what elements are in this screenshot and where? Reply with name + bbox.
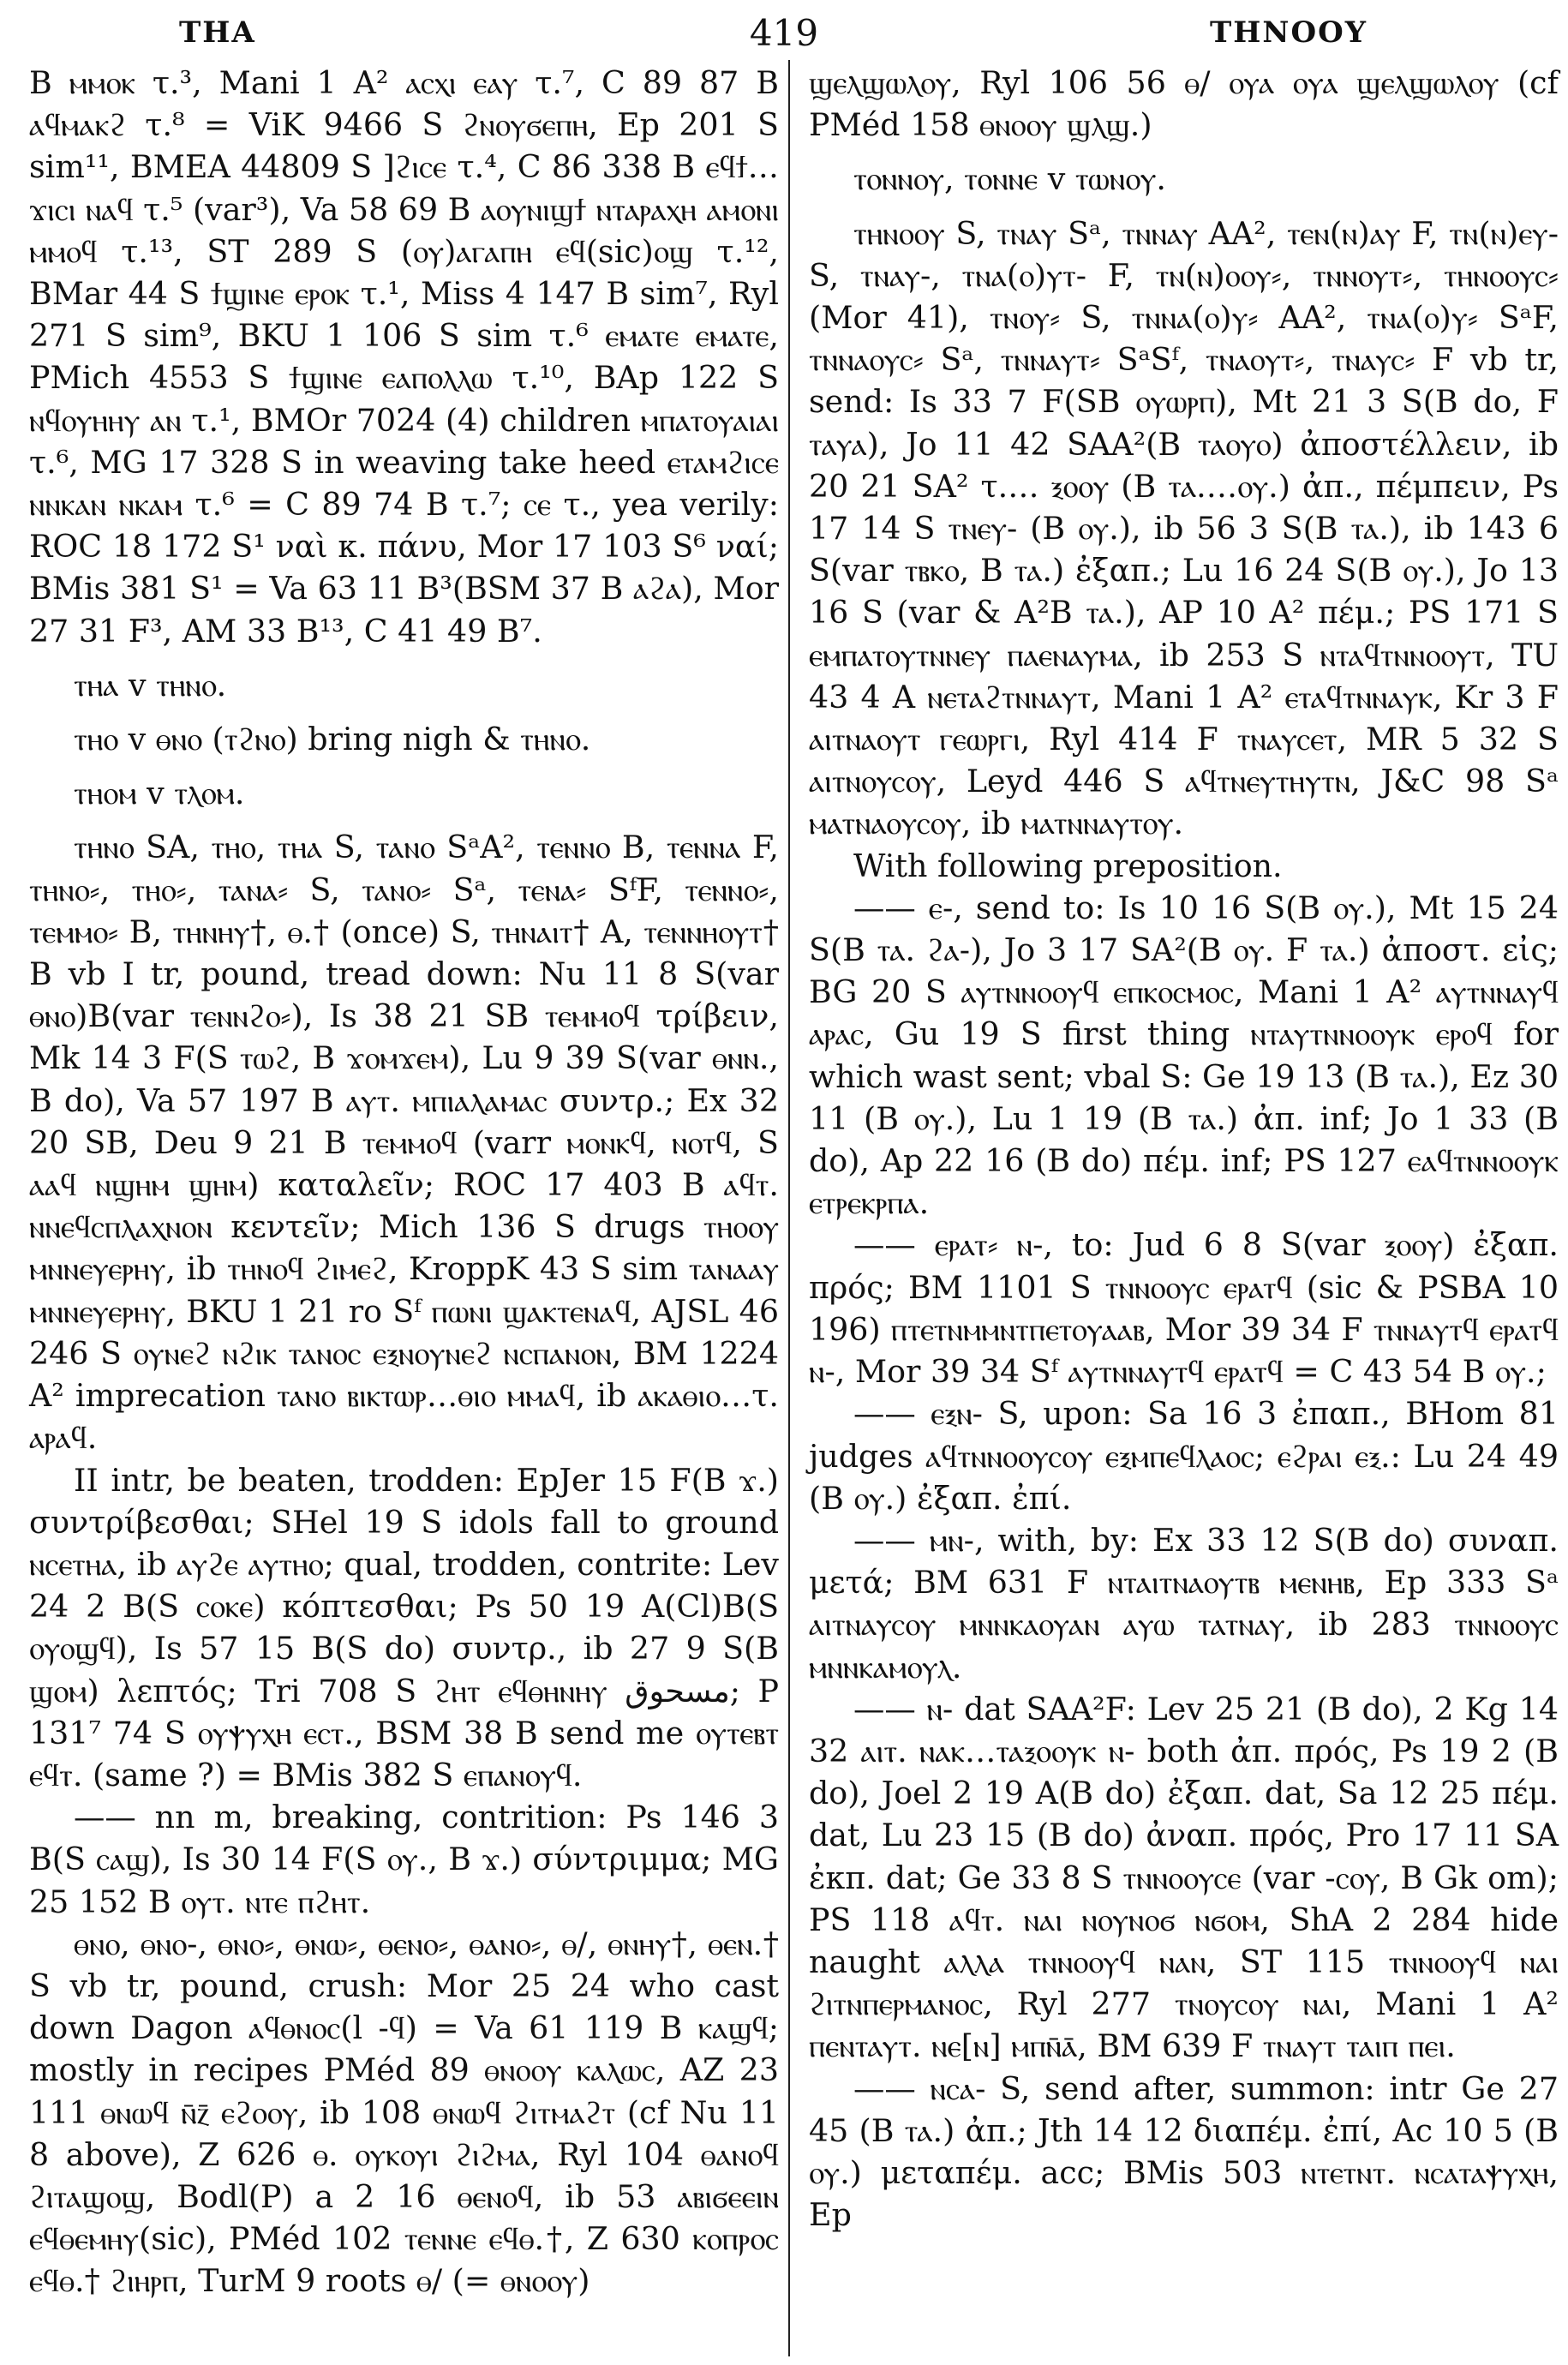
subentry-e: —— ⲉ-, send to: Is 10 16 S(B ⲟⲩ.), Mt 15 24 S(B ⲧⲁ. ϩⲁ-), Jo 3 17 SA²(B ⲟⲩ. F ⲧⲁ.) ἀποστ. εἰς; BG 20 S ⲁⲩⲧⲛⲛⲟⲟⲩϥ ⲉⲡⲕⲟⲥⲙⲟⲥ, Mani 1 A² ⲁⲩⲧⲛⲛⲁⲩϥ ⲁⲣⲁⲥ, Gu 19 S first thing ⲛⲧⲁⲩⲧⲛⲛⲟⲟⲩⲕ ⲉⲣⲟϥ for which wast sent; vbal S: Ge 19 13 (B ⲧⲁ.), Ez 30 11 (B ⲟⲩ.), Lu 1 19 (B ⲧⲁ.) ἀπ. inf; Jo 1 33 (B do), Ap 22 16 (B do) πέμ. inf; PS 127 ⲉⲁϥⲧⲛⲛⲟⲟⲩⲕ ⲉⲧⲣⲉⲕⲣⲡⲁ.: [809, 889, 1559, 1222]
subentry-n-dat: —— ⲛ- dat SAA²F: Lev 25 21 (B do), 2 Kg 14 32 ⲁⲓⲧ. ⲛⲁⲕ…ⲧⲁⲝⲟⲟⲩⲕ ⲛ- both ἀπ. πρός, Ps 19 2 (B do), Joel 2 19 A(B do) ἐξαπ. dat, Sa 12 25 πέμ. dat, Lu 23 15 (B do) ἀναπ. πρός, Pro 17 11 SA ἐκπ. dat; Ge 33 8 S ⲧⲛⲛⲟⲟⲩⲥⲉ (var -ⲥⲟⲩ, B Gk om); PS 118 ⲁϥⲧ. ⲛⲁⲓ ⲛⲟⲩⲛⲟϭ ⲛϭⲟⲙ, ShA 2 284 hide naught ⲁⲗⲗⲁ ⲧⲛⲛⲟⲟⲩϥ ⲛⲁⲛ, ST 115 ⲧⲛⲛⲟⲟⲩϥ ⲛⲁⲓ ϩⲓⲧⲛⲡⲉⲣⲙⲁⲛⲟⲥ, Ryl 277 ⲧⲛⲟⲩⲥⲟⲩ ⲛⲁⲓ, Mani 1 A² ⲡⲉⲛⲧⲁⲩⲧ. ⲛⲉ[ⲛ] ⲙⲡⲛ̄ⲁ̄, BM 639 F ⲧⲛⲁⲩⲧ ⲧⲁⲓⲡ ⲡⲉⲓ.: [809, 1690, 1559, 2065]
entry-tnnooy: ⲧⲏⲛⲟⲟⲩ S, ⲧⲛⲁⲩ Sᵃ, ⲧⲛⲛⲁⲩ AA², ⲧⲉⲛ(ⲛ)ⲁⲩ F, ⲧⲛ(ⲛ)ⲉⲩ- S, ⲧⲛⲁⲩ-, ⲧⲛⲁ(ⲟ)ⲩⲧ- F, ⲧⲛ(ⲛ)ⲟⲟⲩ⸗, ⲧⲛⲛⲟⲩⲧ⸗, ⲧⲏⲛⲟⲟⲩⲥ⸗ (Mor 41), ⲧⲛⲟⲩ⸗ S, ⲧⲛⲛⲁ(ⲟ)ⲩ⸗ AA², ⲧⲛⲁ(ⲟ)ⲩ⸗ SᵃF, ⲧⲛⲛⲁⲟⲩⲥ⸗ Sᵃ, ⲧⲛⲛⲁⲩⲧ⸗ SᵃSᶠ, ⲧⲛⲁⲟⲩⲧ⸗, ⲧⲛⲁⲩⲥ⸗ F vb tr, send: Is 33 7 F(SB ⲟⲩⲱⲣⲡ), Mt 21 3 S(B do, F ⲧⲁⲩⲁ), Jo 11 42 SAA²(B ⲧⲁⲟⲩⲟ) ἀποστέλλειν, ib 20 21 SA² τ.… ⲝⲟⲟⲩ (B ⲧⲁ.…ⲟⲩ.) ἀπ., πέμπειν, Ps 17 14 S ⲧⲛⲉⲩ- (B ⲟⲩ.), ib 56 3 S(B ⲧⲁ.), ib 143 6 S(var ⲧⲃⲕⲟ, B ⲧⲁ.) ἐξαπ.; Lu 16 24 S(B ⲟⲩ.), Jo 13 16 S (var & A²B ⲧⲁ.), AP 10 A² πέμ.; PS 171 S ⲉⲙⲡⲁⲧⲟⲩⲧⲛⲛⲉⲩ ⲡⲁⲉⲛⲁⲩⲙⲁ, ib 253 S ⲛⲧⲁϥⲧⲛⲛⲟⲟⲩⲧ, TU 43 4 A ⲛⲉⲧⲁϩⲧⲛⲛⲁⲩⲧ, Mani 1 A² ⲉⲧⲁϥⲧⲛⲛⲁⲩⲕ, Kr 3 F ⲁⲓⲧⲛⲁⲟⲩⲧ ⲅⲉⲱⲣⲅⲓ, Ryl 414 F ⲧⲛⲁⲩⲥⲉⲧ, MR 5 32 S ⲁⲓⲧⲛⲟⲩⲥⲟⲩ, Leyd 446 S ⲁϥⲧⲛⲉⲩⲧⲏⲩⲧⲛ, J&C 98 Sᵃ ⲙⲁⲧⲛⲁⲟⲩⲥⲟⲩ, ib ⲙⲁⲧⲛⲛⲁⲩⲧⲟⲩ.: [809, 214, 1559, 842]
left-column: [29, 62, 779, 2302]
entry-tonnoy: ⲧⲟⲛⲛⲟⲩ, ⲧⲟⲛⲛⲉ v ⲧⲱⲛⲟⲩ.: [853, 160, 1166, 198]
entry-tnno: ⲧⲏⲛⲟ SA, ⲧⲏⲟ, ⲧⲏⲁ S, ⲧⲁⲛⲟ SᵃA², ⲧⲉⲛⲛⲟ B, ⲧⲉⲛⲛⲁ F, ⲧⲏⲛⲟ⸗, ⲧⲏⲟ⸗, ⲧⲁⲛⲁ⸗ S, ⲧⲁⲛⲟ⸗ Sᵃ, ⲧⲉⲛⲁ⸗ SᶠF, ⲧⲉⲛⲛⲟ⸗, ⲧⲉⲙⲙⲟ⸗ B, ⲧⲏⲛⲏⲩ†, ⲑ.† (once) S, ⲧⲏⲛⲁⲓⲧ† A, ⲧⲉⲛⲛⲏⲟⲩⲧ† B vb I tr, pound, tread down: Nu 11 8 S(var ⲑⲛⲟ)B(var ⲧⲉⲛⲛϩⲟ⸗), Is 38 21 SB ⲧⲉⲙⲙⲟϥ τρίβειν, Mk 14 3 F(S ⲧⲱϩ, B ϫⲟⲙϫⲉⲙ), Lu 9 39 S(var ⲑⲛⲛ., B do), Va 57 197 B ⲁⲩⲧ. ⲙⲡⲓⲁⲗⲁⲙⲁⲥ συντρ.; Ex 32 20 SB, Deu 9 21 B ⲧⲉⲙⲙⲟϥ (varr ⲙⲟⲛⲕϥ, ⲛⲟⲧϥ, S ⲁⲁϥ ⲛϣⲏⲙ ϣⲏⲙ) καταλεῖν; ROC 17 403 B ⲁϥⲧ. ⲛⲛⲉϥⲥⲡⲗⲁⲭⲛⲟⲛ κεντεῖν; Mich 136 S drugs ⲧⲏⲟⲟⲩ ⲙⲛⲛⲉⲩⲉⲣⲏⲩ, ib ⲧⲏⲛⲟϥ ϩⲓⲙⲉϩ, KroppK 43 S sim ⲧⲁⲛⲁⲁⲩ ⲙⲛⲛⲉⲩⲉⲣⲏⲩ, BKU 1 21 ro Sᶠ ⲡⲱⲛⲓ ϣⲁⲕⲧⲉⲛⲁϥ, AJSL 46 246 S ⲟⲩⲛⲉϩ ⲛϩⲓⲕ ⲧⲁⲛⲟⲥ ⲉⲝⲛⲟⲩⲛⲉϩ ⲛⲥⲡⲁⲛⲟⲛ, BM 1224 A² imprecation ⲧⲁⲛⲟ ⲃⲓⲕⲧⲱⲣ…ⲑⲓⲟ ⲙⲙⲁϥ, ib ⲁⲕⲁⲑⲓⲟ…τ. ⲁⲣⲁϥ.: [29, 829, 779, 1457]
entry-tnom: ⲧⲏⲟⲙ v ⲧⲗⲟⲙ.: [74, 775, 245, 812]
subentry-mn: —— ⲙⲛ-, with, by: Ex 33 12 S(B do) συναπ. μετά; BM 631 F ⲛⲧⲁⲓⲧⲛⲁⲟⲩⲧⲃ ⲙⲉⲛⲏⲃ, Ep 333 Sᵃ ⲁⲓⲧⲛⲁⲩⲥⲟⲩ ⲙⲛⲛⲕⲁⲟⲩⲁⲛ ⲁⲩⲱ ⲧⲁⲧⲛⲁⲩ, ib 283 ⲧⲛⲛⲟⲟⲩⲥ ⲙⲛⲛⲕⲁⲙⲟⲩⲗ.: [809, 1521, 1559, 1685]
header-right-word: ΤΗΝΟΟΥ: [1209, 15, 1368, 50]
entry-continuation-right: ϣⲉⲗϣⲱⲗⲟⲩ, Ryl 106 56 ⲑ/ ⲟⲩⲁ ⲟⲩⲁ ϣⲉⲗϣⲱⲗⲟⲩ (cf PMéd 158 ⲑⲛⲟⲟⲩ ϣⲗϣ.): [809, 64, 1559, 144]
page-number: 419: [749, 12, 819, 54]
entry-tna: ⲧⲏⲁ v ⲧⲏⲛⲟ.: [74, 666, 227, 704]
subentry-nsa: —— ⲛⲥⲁ- S, send after, summon: intr Ge 27 45 (B ⲧⲁ.) ἀπ.; Jth 14 12 διαπέμ. ἐπί, Ac 10 5 (B ⲟⲩ.) μεταπέμ. acc; BMis 503 ⲛⲧⲉⲧⲛⲧ. ⲛⲥⲁⲧⲁⲯⲩⲭⲏ, Ep: [809, 2069, 1559, 2234]
entry-continuation: B ⲙⲙⲟⲕ τ.³, Mani 1 A² ⲁⲥⲭⲓ ⲉⲁⲩ τ.⁷, C 89 87 B ⲁϥⲙⲁⲕϩ τ.⁸ = ViK 9466 S ϩⲛⲟⲩϭⲉⲡⲏ, Ep 201 S sim¹¹, BMEA 44809 S ]ϩⲓⲥⲉ τ.⁴, C 86 338 B ⲉϥϯ…ϫⲓⲥⲓ ⲛⲁϥ τ.⁵ (var³), Va 58 69 B ⲁⲟⲩⲛⲓϣϯ ⲛⲧⲁⲣⲁⲭⲏ ⲁⲙⲟⲛⲓ ⲙⲙⲟϥ τ.¹³, ST 289 S (ⲟⲩ)ⲁⲅⲁⲡⲏ ⲉϥ(sic)ⲟϣ τ.¹², BMar 44 S ϯϣⲓⲛⲉ ⲉⲣⲟⲕ τ.¹, Miss 4 147 B sim⁷, Ryl 271 S sim⁹, BKU 1 106 S sim τ.⁶ ⲉⲙⲁⲧⲉ ⲉⲙⲁⲧⲉ, PMich 4553 S ϯϣⲓⲛⲉ ⲉⲁⲡⲟⲗⲗⲱ τ.¹⁰, BAp 122 S ⲛϥⲟⲩⲏⲏⲩ ⲁⲛ τ.¹, BMOr 7024 (4) children ⲙⲡⲁⲧⲟⲩⲁⲓⲁⲓ τ.⁶, MG 17 328 S in weaving take heed ⲉⲧⲁⲙϩⲓⲥⲉ ⲛⲛⲕⲁⲛ ⲛⲕⲁⲙ τ.⁶ = C 89 74 B τ.⁷; ⲥⲉ τ., yea verily: ROC 18 172 S¹ ναὶ κ. πάνυ, Mor 17 103 S⁶ ναί; BMis 381 S¹ = Va 63 11 B³(BSM 37 B ⲁϩⲁ), Mor 27 31 F³, AM 33 B¹³, C 41 49 B⁷.: [29, 64, 780, 650]
entry-tno: ⲧⲏⲟ v ⲑⲛⲟ (ⲧϩⲛⲟ) bring nigh & ⲧⲏⲛⲟ.: [74, 721, 591, 758]
section-prepositions: With following preposition.: [853, 847, 1283, 884]
column-divider: [788, 60, 790, 2356]
subentry-erat: —— ⲉⲣⲁⲧ⸗ ⲛ-, to: Jud 6 8 S(var ⲝⲟⲟⲩ) ἐξαπ. πρός; BM 1101 S ⲧⲛⲛⲟⲟⲩⲥ ⲉⲣⲁⲧϥ (sic & PSBA 10 196) ⲡⲧⲉⲧⲛⲙⲙⲛⲧⲡⲉⲧⲟⲩⲁⲁⲃ, Mor 39 34 F ⲧⲛⲛⲁⲩⲧϥ ⲉⲣⲁⲧϥ ⲛ-, Mor 39 34 Sᶠ ⲁⲩⲧⲛⲛⲁⲩⲧϥ ⲉⲣⲁⲧϥ = C 43 54 B ⲟⲩ.;: [809, 1226, 1559, 1391]
subentry-exn: —— ⲉⲝⲛ- S, upon: Sa 16 3 ἐπαπ., BHom 81 judges ⲁϥⲧⲛⲛⲟⲟⲩⲥⲟⲩ ⲉⲝⲙⲡⲉϥⲗⲁⲟⲥ; ⲉϩⲣⲁⲓ ⲉⲝ.: Lu 24 49 (B ⲟⲩ.) ἐξαπ. ἐπί.: [809, 1395, 1559, 1517]
entry-thno: ⲑⲛⲟ, ⲑⲛⲟ-, ⲑⲛⲟ⸗, ⲑⲛⲱ⸗, ⲑⲉⲛⲟ⸗, ⲑⲁⲛⲟ⸗, ⲑ/, ⲑⲛⲏⲩ†, ⲑⲉⲛ.† S vb tr, pound, crush: Mor 25 24 who cast down Dagon ⲁϥⲑⲛⲟⲥ(l -ϥ) = Va 61 119 B ⲕⲁϣϥ; mostly in recipes PMéd 89 ⲑⲛⲟⲟⲩ ⲕⲁⲗⲱⲥ, AZ 23 111 ⲑⲛⲱϥ ⲛ̄ⲍ̄ ⲉϩⲟⲟⲩ, ib 108 ⲑⲛⲱϥ ϩⲓⲧⲙⲁϩⲧ (cf Nu 11 8 above), Z 626 ⲑ. ⲟⲩⲕⲟⲩⲓ ϩⲓϩⲙⲁ, Ryl 104 ⲑⲁⲛⲟϥ ϩⲓⲧⲁϣⲟϣ, Bodl(P) a 2 16 ⲑⲉⲛⲟϥ, ib 53 ⲁⲃⲓϭⲉⲉⲓⲛ ⲉϥⲑⲉⲙⲏⲩ(sic), PMéd 102 ⲧⲉⲛⲛⲉ ⲉϥⲑ.†, Z 630 ⲕⲟⲡⲣⲟⲥ ⲉϥⲑ.† ϩⲓⲏⲣⲡ, TurM 9 roots ⲑ/ (= ⲑⲛⲟⲟⲩ): [29, 1925, 779, 2300]
right-column: [809, 62, 1559, 2236]
entry-tnno-noun: —— nn m, breaking, contrition: Ps 146 3 B(S ⲥⲁϣ), Is 30 14 F(S ⲟⲩ., B ϫ.) σύντριμμα; MG 25 152 B ⲟⲩⲧ. ⲛⲧⲉ ⲡϩⲏⲧ.: [29, 1799, 779, 1920]
entry-tnno-intr: II intr, be beaten, trodden: EpJer 15 F(B ϫ.) συντρίβεσθαι; SHel 19 S idols fall to ground ⲛⲥⲉⲧⲏⲁ, ib ⲁⲩϩⲉ ⲁⲩⲧⲏⲟ; qual, trodden, contrite: Lev 24 2 B(S ⲥⲟⲕⲉ) κόπτεσθαι; Ps 50 19 A(Cl)B(S ⲟⲩⲟϣϥ), Is 57 15 B(S do) συντρ., ib 27 9 S(B ϣⲟⲙ) λεπτός; Tri 708 S ϩⲏⲧ ⲉϥⲑⲏⲛⲏⲩ مسحوق; P 131⁷ 74 S ⲟⲩⲯⲩⲭⲏ ⲉⲥⲧ., BSM 38 B send me ⲟⲩⲧⲉⲃⲧ ⲉϥⲧ. (same ?) = BMis 382 S ⲉⲡⲁⲛⲟⲩϥ.: [29, 1461, 779, 1793]
page-header: [29, 12, 1539, 55]
header-left-word: ΤΗΑ: [179, 15, 256, 50]
